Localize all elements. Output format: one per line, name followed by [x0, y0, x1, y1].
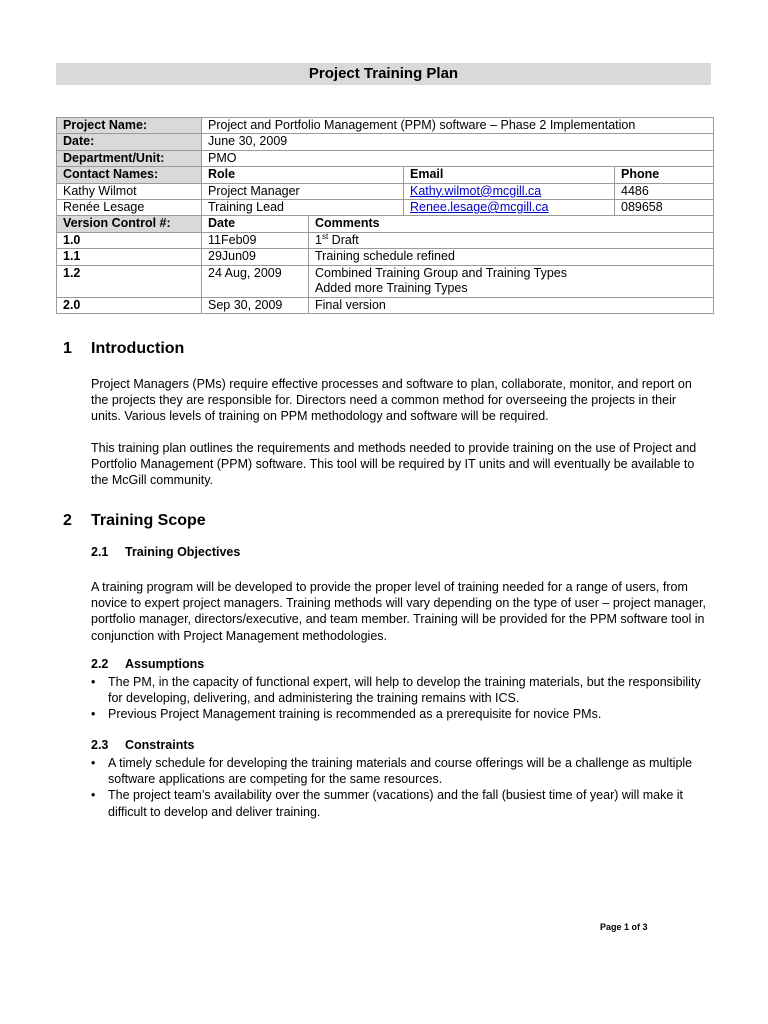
table-row — [57, 297, 714, 313]
bullet-icon: • — [91, 756, 96, 770]
version-date: Sep 30, 2009 — [202, 297, 309, 313]
subsection-heading-assumptions — [91, 657, 204, 671]
document-title: Project Training Plan — [56, 63, 711, 85]
contact-name: Kathy Wilmot — [57, 183, 202, 199]
table-row — [57, 134, 714, 150]
contact-email-link[interactable]: Kathy.wilmot@mcgill.ca — [410, 183, 542, 198]
table-row — [57, 216, 714, 232]
list-item — [91, 787, 706, 819]
section-heading-introduction — [63, 340, 184, 358]
version-comment: Training schedule refined — [309, 249, 714, 265]
department-value: PMO — [202, 150, 714, 166]
version-number: 2.0 — [57, 297, 202, 313]
contact-role: Project Manager — [202, 183, 404, 199]
list-item — [91, 706, 706, 722]
list-item — [91, 755, 706, 787]
version-number: 1.2 — [57, 265, 202, 297]
contact-email-cell — [404, 200, 615, 216]
bullet-icon: • — [91, 788, 96, 803]
intro-paragraph-1: Project Managers (PMs) require effective processes and software to plan, collaborate, monitor, and report on the projects they are responsible for. Directors need a common method for overseeing the projects in their units. Various levels of training on PPM methodology and software will be required. — [91, 377, 692, 424]
subsection-title: Assumptions — [125, 657, 205, 671]
table-row — [57, 249, 714, 265]
objectives-paragraph: A training program will be developed to provide the proper level of training needed for a range of users, from novice to expert project managers. Training methods will vary depending on the type of user – project manager, portfolio manager, directors/executive, and team member. Training will be provided for the PPM software tool in conjunction with Project Management methodologies. — [91, 580, 706, 643]
version-control-label: Version Control #: — [57, 216, 202, 232]
contact-phone: 4486 — [615, 183, 714, 199]
version-comment-line: Added more Training Types — [315, 281, 468, 296]
intro-paragraph-2: This training plan outlines the requirements and methods needed to provide training on the use of Project and Portfolio Management (PPM) software. This tool will be required by IT units and will eventually be available to the McGill community. — [91, 441, 697, 488]
comments-header: Comments — [309, 216, 714, 232]
table-row — [57, 183, 714, 199]
table-row — [57, 118, 714, 134]
assumptions-list — [91, 674, 706, 723]
contact-phone: 089658 — [615, 200, 714, 216]
list-item-text: The project team’s availability over the summer (vacations) and the fall (busiest time of year) will make it difficult to develop and deliver training. — [108, 788, 683, 819]
version-comment-line: Combined Training Group and Training Types — [315, 265, 568, 280]
version-comment-sup: st — [321, 232, 329, 241]
version-date: 29Jun09 — [202, 249, 309, 265]
phone-header: Phone — [615, 167, 714, 183]
bullet-icon: • — [91, 707, 96, 722]
section-number: 1 — [63, 340, 72, 357]
version-number: 1.0 — [57, 232, 202, 248]
project-name-label: Project Name: — [57, 118, 202, 134]
date-value: June 30, 2009 — [202, 134, 714, 150]
contact-role: Training Lead — [202, 200, 404, 216]
version-comment — [309, 232, 714, 248]
role-header: Role — [202, 167, 404, 183]
section-title: Introduction — [91, 340, 185, 357]
date-label: Date: — [57, 134, 202, 150]
table-row — [57, 200, 714, 216]
version-number: 1.1 — [57, 249, 202, 265]
project-name-value: Project and Portfolio Management (PPM) software – Phase 2 Implementation — [202, 118, 714, 134]
bullet-icon: • — [91, 675, 96, 689]
table-row — [57, 232, 714, 248]
page-number: Page 1 of 3 — [600, 922, 648, 932]
subsection-title: Training Objectives — [125, 545, 241, 559]
subsection-title: Constraints — [125, 738, 195, 752]
table-row — [57, 265, 714, 297]
version-date-header: Date — [202, 216, 309, 232]
department-label: Department/Unit: — [57, 150, 202, 166]
project-info-table — [56, 117, 714, 314]
subsection-number: 2.2 — [91, 657, 109, 671]
subsection-number: 2.3 — [91, 738, 109, 752]
contact-name: Renée Lesage — [57, 200, 202, 216]
subsection-heading-constraints — [91, 738, 194, 752]
section-heading-training-scope — [63, 512, 206, 530]
version-date: 11Feb09 — [202, 232, 309, 248]
contact-names-label: Contact Names: — [57, 167, 202, 183]
subsection-number: 2.1 — [91, 545, 109, 559]
table-row — [57, 150, 714, 166]
version-comment — [309, 265, 714, 297]
table-row — [57, 167, 714, 183]
contact-email-link[interactable]: Renee.lesage@mcgill.ca — [410, 200, 549, 215]
version-comment-text: 1 — [315, 232, 322, 247]
list-item — [91, 674, 706, 706]
version-comment-text: Draft — [328, 232, 359, 247]
version-date: 24 Aug, 2009 — [202, 265, 309, 297]
constraints-list — [91, 755, 706, 820]
subsection-heading-objectives — [91, 545, 240, 559]
list-item-text: Previous Project Management training is recommended as a prerequisite for novice PMs. — [108, 707, 602, 722]
version-comment: Final version — [309, 297, 714, 313]
list-item-text: The PM, in the capacity of functional expert, will help to develop the training materials, but the responsibility for developing, delivering, and administering the training remains with ICS. — [108, 675, 701, 706]
list-item-text: A timely schedule for developing the training materials and course offerings will be a challenge as multiple software applications are competing for the same resources. — [108, 756, 693, 787]
contact-email-cell — [404, 183, 615, 199]
section-title: Training Scope — [91, 512, 206, 529]
section-number: 2 — [63, 512, 72, 529]
email-header: Email — [404, 167, 615, 183]
